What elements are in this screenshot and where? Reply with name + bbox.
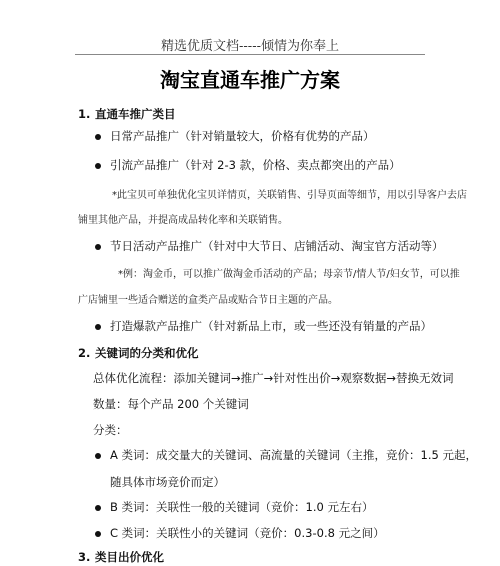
bullet-icon xyxy=(95,244,101,250)
flow-text: 总体优化流程：添加关键词→推广→针对性出价→观察数据→替换无效词 xyxy=(93,371,454,385)
count-text: 数量：每个产品 200 个关键词 xyxy=(93,397,249,411)
note-line: 广店铺里一些适合赠送的盒类产品或贴合节日主题的产品。 xyxy=(78,295,338,306)
list-item: 节日活动产品推广（针对中大节日、店铺活动、淘宝官方活动等） xyxy=(110,239,444,253)
bullet-icon xyxy=(95,531,101,537)
bullet-icon xyxy=(95,163,101,169)
note-line: 铺里其他产品，并提高成品转化率和关联销售。 xyxy=(78,215,288,226)
list-item: A 类词：成交量大的关键词、高流量的关键词（主推，竞价：1.5 元起， xyxy=(110,448,477,462)
bullet-icon xyxy=(95,134,101,140)
section-heading-text: 关键词的分类和优化 xyxy=(95,346,199,360)
list-item: 打造爆款产品推广（针对新品上市，或一些还没有销量的产品） xyxy=(110,319,432,333)
document-title: 淘宝直通车推广方案 xyxy=(160,68,340,92)
section-number: 1. xyxy=(78,107,91,121)
list-item-continuation: 随具体市场竞价而定） xyxy=(110,475,225,489)
section-number: 2. xyxy=(78,346,91,360)
list-item: 日常产品推广（针对销量较大，价格有优势的产品） xyxy=(110,129,375,143)
section-3-heading xyxy=(78,549,164,565)
section-heading-text: 直通车推广类目 xyxy=(95,107,176,121)
section-heading-text: 类目出价优化 xyxy=(95,550,164,564)
bullet-icon xyxy=(95,324,101,330)
classify-label: 分类： xyxy=(93,423,128,437)
section-1-heading xyxy=(78,106,176,122)
note-line: *例：淘金币，可以推广做淘金币活动的产品；母亲节/情人节/妇女节，可以推 xyxy=(118,269,460,280)
section-2-heading xyxy=(78,345,199,361)
bullet-icon xyxy=(95,453,101,459)
bullet-icon xyxy=(95,505,101,511)
list-item: C 类词：关联性小的关键词（竞价：0.3-0.8 元之间） xyxy=(110,526,385,540)
header-divider xyxy=(75,54,425,55)
section-number: 3. xyxy=(78,550,91,564)
list-item: B 类词：关联性一般的关键词（竞价：1.0 元左右） xyxy=(110,500,374,514)
list-item: 引流产品推广（针对 2-3 款，价格、卖点都突出的产品） xyxy=(110,158,401,172)
note-line: *此宝贝可单独优化宝贝详情页，关联销售、引导页面等细节，用以引导客户去店 xyxy=(112,190,467,201)
page-header: 精选优质文档-----倾情为你奉上 xyxy=(161,39,339,54)
